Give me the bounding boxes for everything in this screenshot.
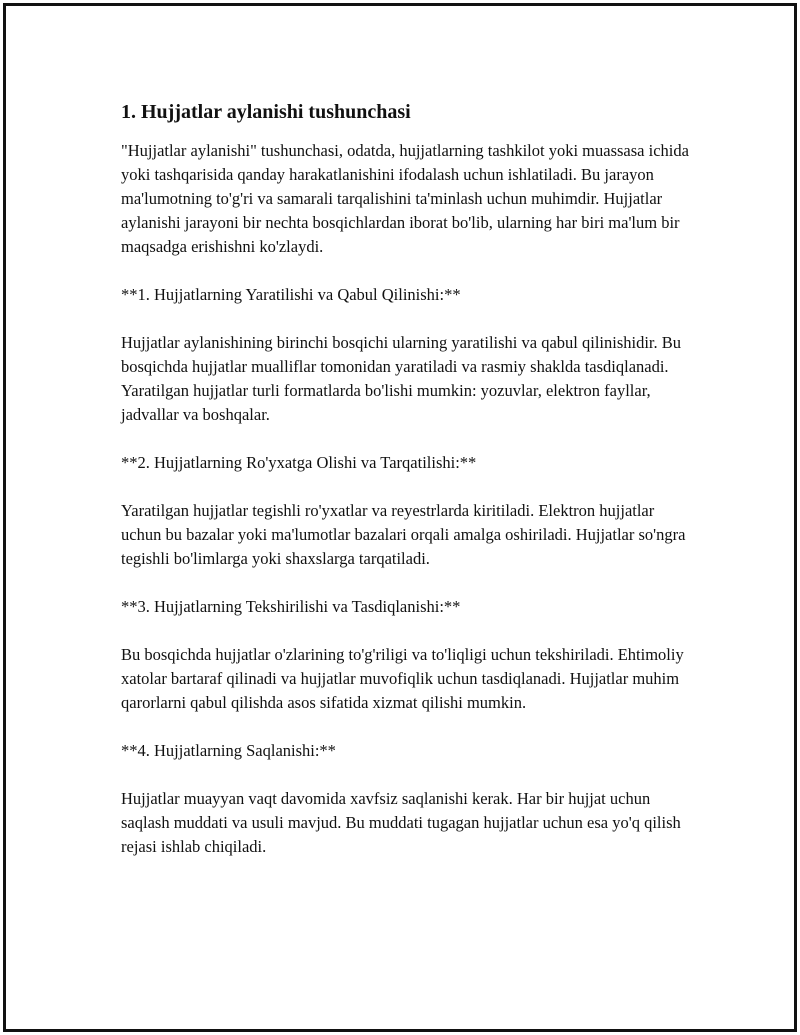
page-frame: [3, 3, 797, 1032]
section-2-body: Yaratilgan hujjatlar tegishli ro'yxatlar va reyestrlarda kiritiladi. Elektron hujjatlar uchun bu bazalar yoki ma'lumotlar bazalari orqali amalga oshiriladi. Hujjatlar so'ngra tegishli bo'limlarga yoki shaxslarga tarqatiladi.: [121, 501, 686, 568]
section-3-heading: **3. Hujjatlarning Tekshirilishi va Tasdiqlanishi:**: [121, 597, 461, 616]
section-4-heading: **4. Hujjatlarning Saqlanishi:**: [121, 741, 336, 760]
section-1-heading: **1. Hujjatlarning Yaratilishi va Qabul Qilinishi:**: [121, 285, 461, 304]
intro-paragraph: "Hujjatlar aylanishi" tushunchasi, odatda, hujjatlarning tashkilot yoki muassasa ichida yoki tashqarisida qanday harakatlanishini ifodalash uchun ishlatiladi. Bu jarayon ma'lumotning to'g'ri va samarali tarqalishini ta'minlash uchun muhimdir. Hujjatlar aylanishi jarayoni bir nechta bosqichlardan iborat bo'lib, ularning har biri ma'lum bir maqsadga erishishni ko'zlaydi.: [121, 141, 689, 256]
section-4-body: Hujjatlar muayyan vaqt davomida xavfsiz saqlanishi kerak. Har bir hujjat uchun saqlash muddati va usuli mavjud. Bu muddati tugagan hujjatlar uchun esa yo'q qilish rejasi ishlab chiqiladi.: [121, 789, 681, 856]
section-2-heading: **2. Hujjatlarning Ro'yxatga Olishi va Tarqatilishi:**: [121, 453, 477, 472]
document-content: [121, 99, 696, 883]
document-title: 1. Hujjatlar aylanishi tushunchasi: [121, 101, 411, 123]
section-1-body: Hujjatlar aylanishining birinchi bosqichi ularning yaratilishi va qabul qilinishidir. Bu bosqichda hujjatlar mualliflar tomonidan yaratiladi va rasmiy shaklda tasdiqlanadi. Yaratilgan hujjatlar turli formatlarda bo'lishi mumkin: yozuvlar, elektron fayllar, jadvallar va boshqalar.: [121, 333, 682, 424]
section-3-body: Bu bosqichda hujjatlar o'zlarining to'g'riligi va to'liqligi uchun tekshiriladi. Ehtimoliy xatolar bartaraf qilinadi va hujjatlar muvofiqlik uchun tasdiqlanadi. Hujjatlar muhim qarorlarni qabul qilishda asos sifatida xizmat qilishi mumkin.: [121, 645, 684, 712]
